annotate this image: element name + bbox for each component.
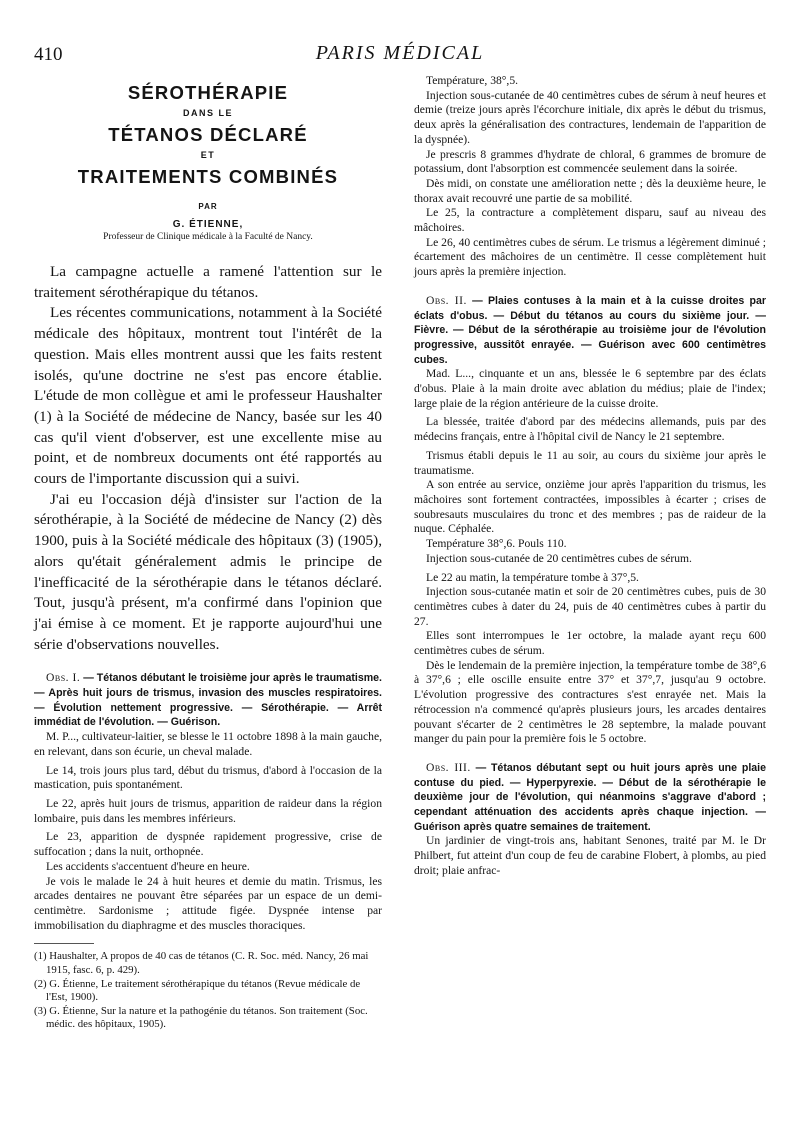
observation-paragraph: M. P..., cultivateur-laitier, se blesse le 11 octobre 1898 à la main gauche, en relevant, dans son écurie, un cheval malade. bbox=[34, 730, 382, 758]
right-column bbox=[414, 74, 766, 879]
author-affiliation: Professeur de Clinique médicale à la Faculté de Nancy. bbox=[103, 232, 313, 242]
observation-paragraph: Le 26, 40 centimètres cubes de sérum. Le trismus a légèrement diminué ; écartement des mâchoires de un centimètre. Il cesse complètement huit jours après la première injection. bbox=[414, 235, 766, 279]
footnote-divider bbox=[34, 943, 94, 944]
observation-paragraph: La blessée, traitée d'abord par des médecins allemands, puis par des médecins français, entre à l'hôpital civil de Nancy le 21 septembre. bbox=[414, 415, 766, 444]
observation-paragraph: A son entrée au service, onzième jour après l'apparition du trismus, les mâchoires sont fortement contractées, impossibles à écarter ; crises de soubresauts musculaires du tronc et des membres ; pas de raideur de la nuque. Céphalée. bbox=[414, 478, 766, 536]
article-title-line-4: ET bbox=[200, 150, 216, 160]
observation-paragraph: Le 14, trois jours plus tard, début du trismus, d'abord à l'occasion de la mastication, puis spontanément. bbox=[34, 763, 382, 792]
observation-2-heading bbox=[414, 294, 766, 368]
observation-paragraph: Mad. L..., cinquante et un ans, blessée le 6 septembre par des éclats d'obus. Plaie à la main droite avec ablation du médius; plaie de l'index; large plaie de la région antérieure de la cuisse droite. bbox=[414, 367, 766, 410]
observation-paragraph: Le 22 au matin, la température tombe à 37°,5. bbox=[426, 570, 639, 584]
observation-1-continued bbox=[414, 74, 766, 280]
article-title-line-5: TRAITEMENTS COMBINÉS bbox=[77, 166, 339, 187]
observation-paragraph: Injection sous-cutanée de 40 centimètres cubes de sérum à neuf heures et demie (treize jours après l'écorchure initiale, dix après le début du trismus, deux après la généralisation des contractures, lendemain de l'apparition de la dyspnée). bbox=[414, 88, 766, 146]
observation-2-summary: — Plaies contuses à la main et à la cuisse droites par éclats d'obus. — Début du tétanos au cours du sixième jour. — Fièvre. — Début de la sérothérapie au troisième jour de l'évolution progressive, aussitôt enrayée. — Guérison avec 600 centimètres cubes. bbox=[414, 294, 766, 366]
intro-paragraph: J'ai eu l'occasion déjà d'insister sur l'action de la sérothérapie, à la Société de médecine de Nancy (2) dès 1900, puis à la Société médicale des hôpitaux (3) (1905), alors qu'était généralement admis le principe de l'inefficacité de la sérothérapie dans le tétanos déclaré. Tout, jusqu'à présent, m'a confirmé dans l'opinion que j'ai émise à ce moment. Et je rapporte aujourd'hui une série d'observations nouvelles. bbox=[34, 490, 382, 653]
observation-paragraph: Le 25, la contracture a complètement disparu, sauf au niveau des mâchoires. bbox=[414, 206, 766, 235]
article-title-line-2: DANS LE bbox=[182, 108, 233, 118]
page-number: 410 bbox=[34, 44, 63, 65]
article-title-line-1: SÉROTHÉRAPIE bbox=[127, 82, 289, 103]
observation-2 bbox=[414, 294, 766, 747]
observation-paragraph: Le 23, apparition de dyspnée rapidement progressive, crise de suffocation ; dans la nuit, orthopnée. bbox=[34, 830, 382, 859]
observation-paragraph: Injection sous-cutanée de 20 centimètres cubes de sérum. bbox=[426, 551, 692, 565]
intro-section bbox=[34, 262, 382, 655]
journal-title: PARIS MÉDICAL bbox=[315, 42, 485, 64]
observation-3 bbox=[414, 761, 766, 879]
observation-1 bbox=[34, 671, 382, 933]
article-title-line-3: TÉTANOS DÉCLARÉ bbox=[108, 124, 308, 145]
observation-paragraph: Dès le lendemain de la première injection, la température tombe de 38°,6 à 37°,6 ; elle oscille ensuite entre 37° et 37°,7, jusqu'au 9 octobre. L'évolution progressive des contractures s'est enrayée net. Mais la rétrocession n'a commencé qu'après plusieurs jours, les arcades dentaires pouvant s'écarter de 2 centimètres le 28 septembre, la malade pouvant manger du pain pour la première fois le 5 octobre. bbox=[414, 658, 766, 746]
observation-paragraph: Trismus établi depuis le 11 au soir, au cours du sixième jour après le traumatisme. bbox=[414, 448, 766, 477]
author-name: G. ÉTIENNE, bbox=[172, 219, 244, 230]
observation-paragraph: Je vois le malade le 24 à huit heures et demie du matin. Trismus, les arcades dentaires ne pouvant être séparées par un espace de un demi-centimètre. Sardonisme ; attitude figée. Dyspnée intense par immobilisation du diaphragme et des muscles thoraciques. bbox=[34, 874, 382, 932]
observation-1-summary: — Tétanos débutant le troisième jour après le traumatisme. — Après huit jours de trismus, invasion des muscles respiratoires. — Évolution nettement progressive. — Sérothérapie. — Arrêt immédiat de l'évolution. — Guérison. bbox=[34, 672, 382, 729]
observation-paragraph: Un jardinier de vingt-trois ans, habitant Senones, traité par M. le Dr Philbert, fut atteint d'un coup de feu de carabine Flobert, à plombs, au pied droit; plaie anfrac- bbox=[414, 834, 766, 877]
observation-paragraph: Température 38°,6. Pouls 110. bbox=[426, 537, 567, 551]
observation-paragraph: Température, 38°,5. bbox=[426, 74, 519, 87]
observation-1-label: Obs. I. bbox=[46, 671, 81, 685]
observation-paragraph: Les accidents s'accentuent d'heure en heure. bbox=[46, 859, 250, 873]
observation-paragraph: Je prescris 8 grammes d'hydrate de chloral, 6 grammes de bromure de potassium, dont l'absorption est commencée seulement dans la soirée. bbox=[414, 147, 766, 176]
footnote: (2) G. Étienne, Le traitement sérothérapique du tétanos (Revue médicale de l'Est, 1900). bbox=[34, 977, 361, 1004]
observation-3-heading bbox=[414, 761, 766, 835]
footnote: (3) G. Étienne, Sur la nature et la pathogénie du tétanos. Son traitement (Soc. médic. des hôpitaux, 1905). bbox=[34, 1004, 368, 1031]
left-column bbox=[34, 76, 382, 1032]
footnotes bbox=[34, 950, 382, 1032]
intro-paragraph: Les récentes communications, notamment à la Société médicale des hôpitaux, montrent tout l'intérêt de la question. Mais elles montrent aussi que les faits restent isolés, qu'une doctrine ne s'est pas encore établie. L'étude de mon collègue et ami le professeur Haushalter (1) à la Société de médecine de Nancy, basée sur les 40 cas qu'il vient d'observer, est une excellente mise au point, et de nombreux documents ont été rapportés au cours de l'importante discussion qui a suivi. bbox=[34, 304, 382, 488]
byline-par: PAR bbox=[198, 202, 218, 211]
observation-paragraph: Dès midi, on constate une amélioration nette ; dès la deuxième heure, le thorax avait recouvré une partie de sa mobilité. bbox=[414, 176, 766, 205]
observation-3-label: Obs. III. bbox=[426, 760, 471, 774]
observation-2-label: Obs. II. bbox=[426, 293, 467, 307]
observation-paragraph: Injection sous-cutanée matin et soir de 20 centimètres cubes, puis de 30 centimètres cubes à dater du 24, puis de 40 centimètres cubes à partir du 27. bbox=[414, 585, 766, 628]
observation-1-heading bbox=[34, 671, 382, 730]
footnote: (1) Haushalter, A propos de 40 cas de tétanos (C. R. Soc. méd. Nancy, 26 mai 1915, fasc. 6, p. 429). bbox=[34, 950, 369, 976]
observation-paragraph: Le 22, après huit jours de trismus, apparition de raideur dans la région lombaire, puis dans les membres inférieurs. bbox=[34, 796, 382, 825]
observation-3-summary: — Tétanos débutant sept ou huit jours après une plaie contuse du pied. — Hyperpyrexie. — Début de la sérothérapie le deuxième jour de l'évolution, qui néanmoins s'aggrave d'abord ; cependant atténuation des accidents après chaque injection. — Guérison après quatre semaines de traitement. bbox=[414, 761, 766, 833]
observation-paragraph: Elles sont interrompues le 1er octobre, la malade ayant reçu 600 centimètres cubes de sérum. bbox=[414, 629, 766, 658]
intro-paragraph: La campagne actuelle a ramené l'attention sur le traitement sérothérapique du tétanos. bbox=[34, 263, 382, 301]
